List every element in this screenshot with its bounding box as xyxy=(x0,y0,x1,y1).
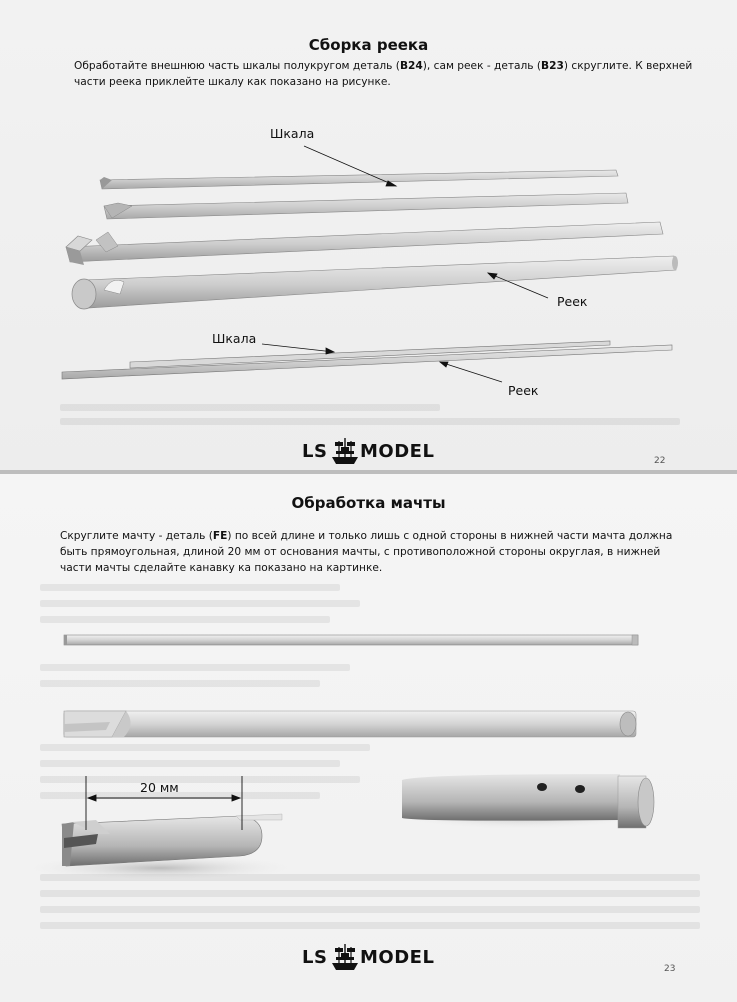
mast-with-groove xyxy=(64,711,636,737)
part-b23: B23 xyxy=(541,60,564,72)
ship-icon xyxy=(331,436,359,466)
page-22 xyxy=(0,0,737,470)
yard-part-square xyxy=(66,222,663,265)
mast-illustration xyxy=(0,474,737,1002)
page-22-title: Сборка реека xyxy=(308,36,429,54)
label-yard-right: Реек xyxy=(557,294,588,309)
page-23 xyxy=(0,474,737,1002)
logo-ls-text: LS xyxy=(302,441,328,462)
logo-model-text: MODEL xyxy=(360,441,435,462)
mast-full-length xyxy=(64,635,638,645)
assembled-yard xyxy=(62,341,672,379)
logo-ls-text: LS xyxy=(302,947,328,968)
instr-text-1: Обработайте внешнюю часть шкалы полукругом деталь ( xyxy=(74,60,400,72)
ls-model-logo-22 xyxy=(302,436,438,466)
instr-text-1: Скруглите мачту - деталь ( xyxy=(60,530,213,542)
mast-base-closeup xyxy=(20,814,300,882)
label-scale-top: Шкала xyxy=(270,126,315,141)
instr-text-2: ), сам реек - деталь ( xyxy=(422,60,542,72)
part-fe: FE xyxy=(212,530,228,542)
instr-text-2: ) по всей длине и только лишь с одной стороны в нижней части мачта должна xyxy=(227,530,673,542)
label-yard-bottom: Реек xyxy=(508,383,539,398)
page-number-23: 23 xyxy=(664,964,676,974)
instr-text-3: быть прямоугольная, длиной 20 мм от основания мачты, с противоположной стороны округлая, в нижней xyxy=(60,546,661,558)
ship-icon xyxy=(331,942,359,972)
yard-assembly-illustration xyxy=(0,0,737,470)
dimension-label: 20 мм xyxy=(140,780,179,795)
logo-model-text: MODEL xyxy=(360,947,435,968)
instr-text-4: части мачты сделайте канавку ка показано на картинке. xyxy=(60,562,383,574)
ls-model-logo-23 xyxy=(302,942,438,972)
label-scale-bottom: Шкала xyxy=(212,331,257,346)
page-23-title: Обработка мачты xyxy=(291,494,446,512)
mast-top-closeup xyxy=(390,774,654,830)
scale-part-1 xyxy=(100,170,618,189)
part-b24: B24 xyxy=(399,60,423,72)
instr-text-3: ) скруглите. К верхней xyxy=(563,60,693,72)
scale-part-2 xyxy=(104,193,628,219)
instr-text-4: части реека приклейте шкалу как показано на рисунке. xyxy=(74,76,391,88)
page-number-22: 22 xyxy=(654,456,666,466)
